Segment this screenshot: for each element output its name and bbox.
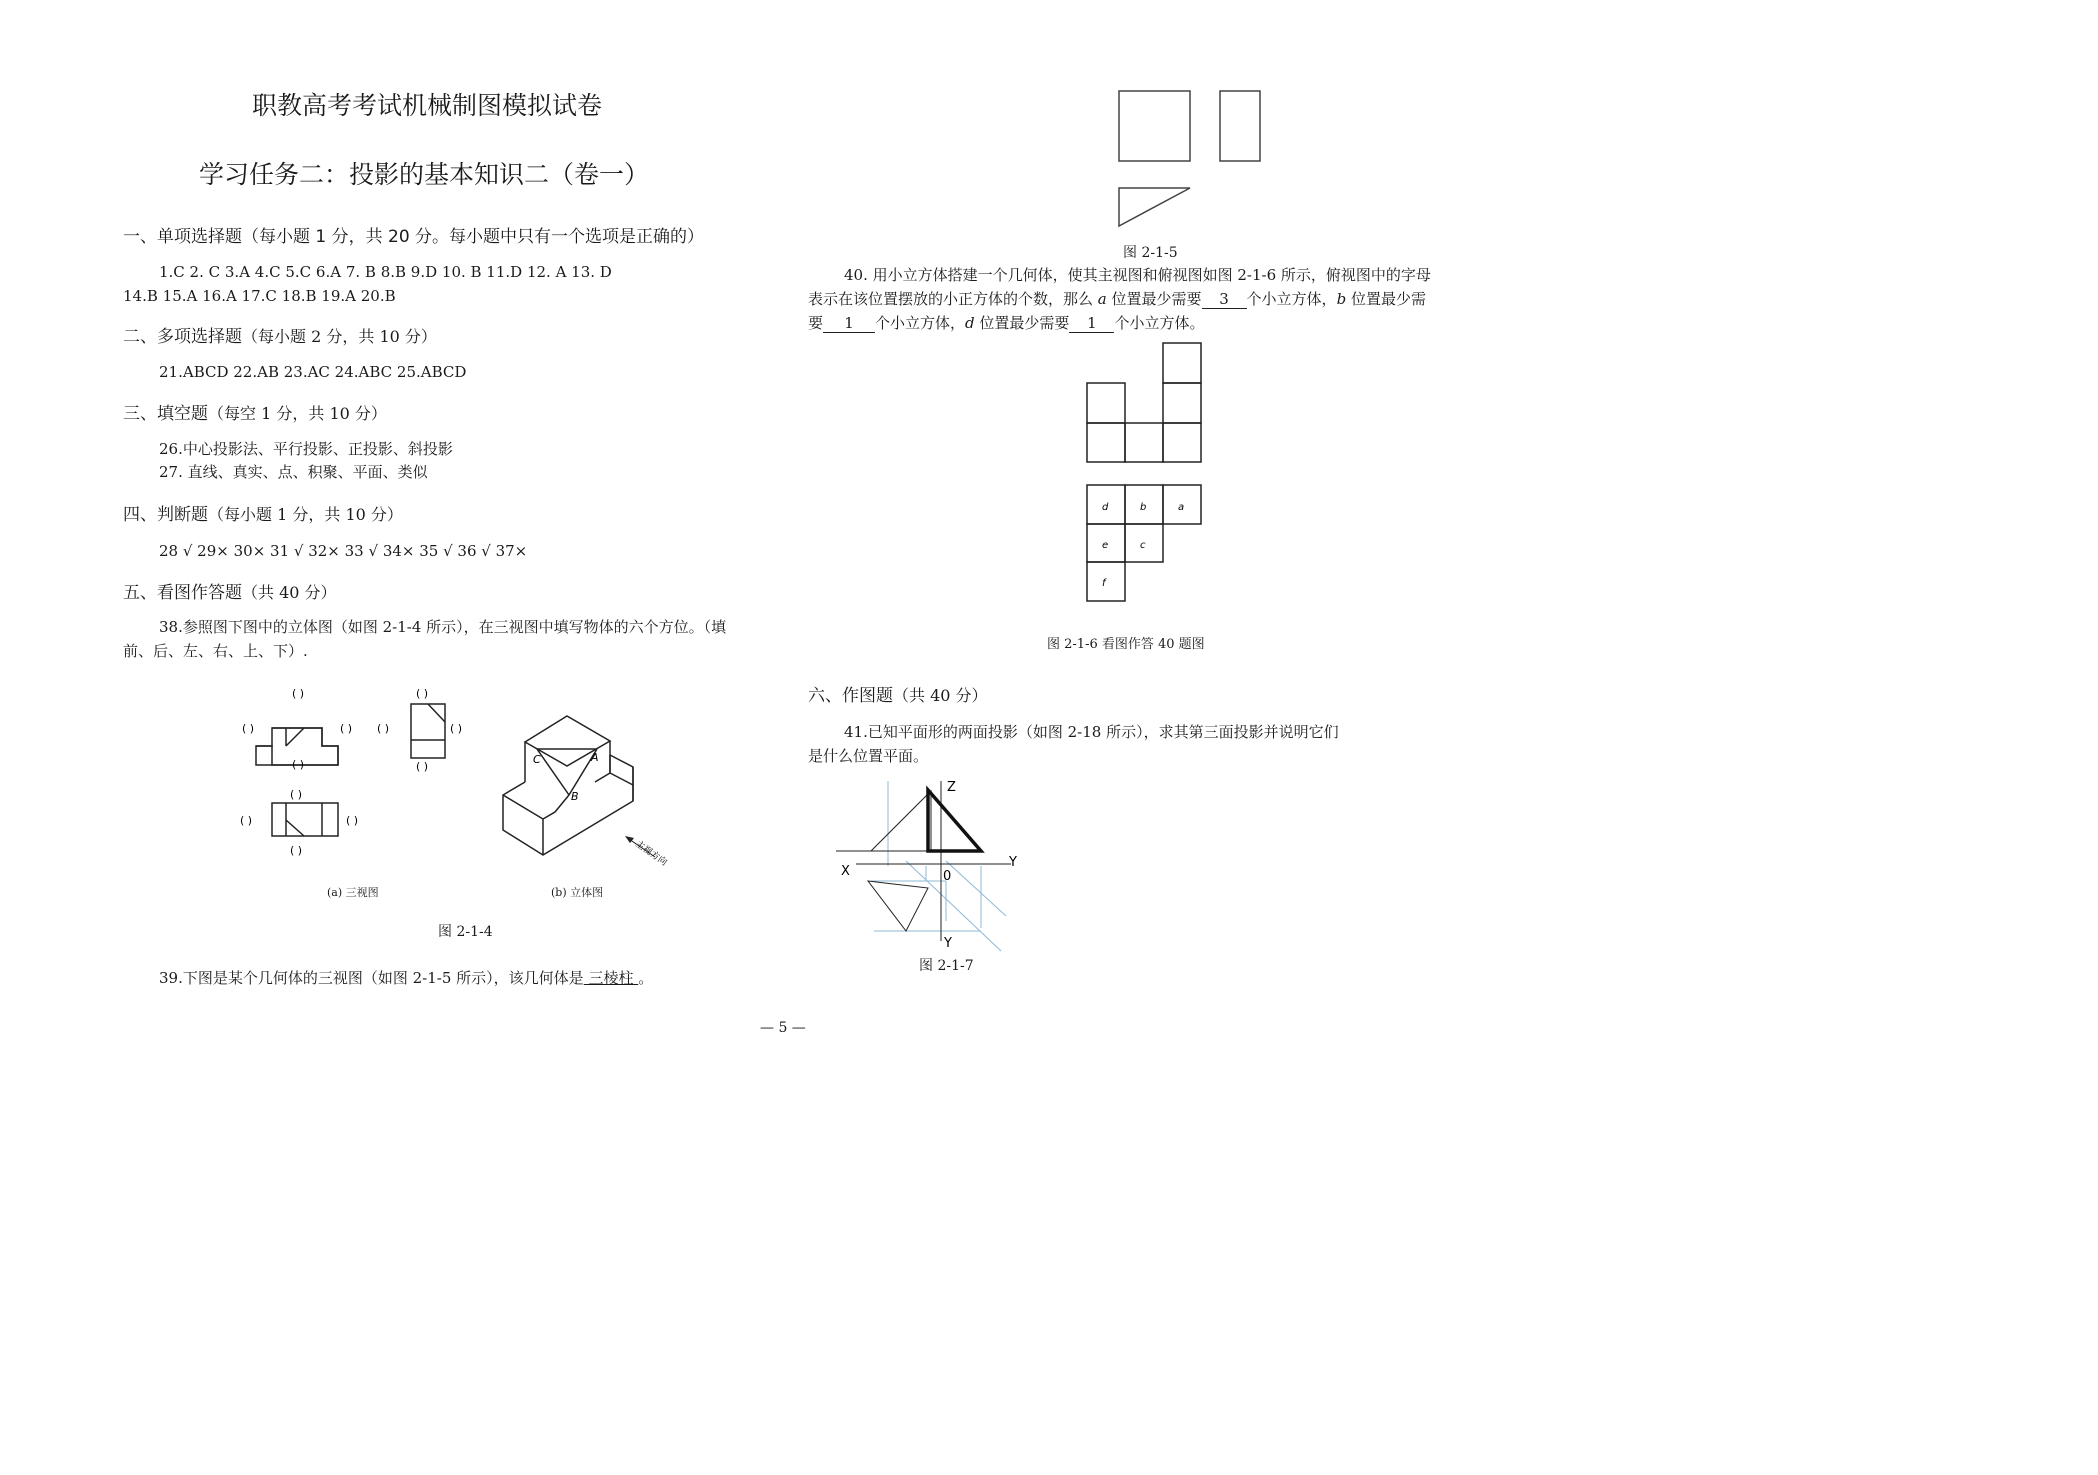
q38-text-line2: 前、后、左、右、上、下）. — [123, 642, 308, 660]
fig216-caption: 图 2-1-6 看图作答 40 题图 — [1047, 637, 1205, 652]
section-3-answers-line2: 27. 直线、真实、点、积聚、平面、类似 — [159, 463, 428, 481]
fig214-label-a: (a) 三视图 — [327, 886, 379, 899]
fig215-front-view — [1119, 91, 1190, 161]
fig215-top-view — [1119, 188, 1190, 226]
fig217-projection-drawing — [836, 776, 1036, 951]
section-5-heading: 五、看图作答题（共 40 分） — [123, 583, 337, 603]
isometric-solid-figure — [495, 705, 685, 875]
cell-b: b — [1140, 502, 1147, 513]
q41-text-line1: 41.已知平面形的两面投影（如图 2-18 所示），求其第三面投影并说明它们 — [844, 723, 1339, 741]
cell-e: e — [1102, 540, 1109, 551]
q40-answer-b: 1 — [823, 314, 875, 333]
point-b-label: B — [571, 790, 579, 803]
q40-text-line3: 要 1 个小立方体，d 位置最少需要 1 个小立方体。 — [808, 314, 1205, 332]
section-1-heading: 一、单项选择题（每小题 1 分，共 20 分。每小题中只有一个选项是正确的） — [123, 227, 705, 247]
paren-front-left: ( ) — [242, 722, 255, 735]
point-a-label: A — [591, 751, 599, 764]
fig214-caption: 图 2-1-4 — [438, 924, 493, 940]
fig215-three-views — [1110, 85, 1270, 235]
q41-text-line2: 是什么位置平面。 — [808, 747, 929, 765]
section-3-heading: 三、填空题（每空 1 分，共 10 分） — [123, 404, 387, 424]
page-subtitle: 学习任务二：投影的基本知识二（卷一） — [199, 160, 650, 189]
section-4-answers: 28 √ 29× 30× 31 √ 32× 33 √ 34× 35 √ 36 √ 37× — [159, 542, 528, 560]
fig215-side-view — [1220, 91, 1260, 161]
paren-front-right: ( ) — [340, 722, 353, 735]
paren-side-bottom: ( ) — [416, 760, 429, 773]
section-1-answers-line2: 14.B 15.A 16.A 17.C 18.B 19.A 20.B — [123, 287, 396, 305]
point-c-label: C — [533, 753, 541, 766]
paren-front-bottom: ( ) — [292, 758, 305, 771]
paren-front-top: ( ) — [292, 687, 305, 700]
fig216-views — [1080, 338, 1210, 608]
q39-text: 39.下图是某个几何体的三视图（如图 2-1-5 所示），该几何体是 三棱柱 。 — [159, 969, 654, 987]
fig214-label-b: (b) 立体图 — [551, 886, 604, 899]
cell-f: f — [1102, 578, 1106, 589]
paren-top-top: ( ) — [290, 788, 303, 801]
cell-c: c — [1140, 540, 1146, 551]
q40-answer-a: 3 — [1202, 290, 1247, 309]
top-view-outline — [272, 803, 338, 836]
page-title: 职教高考考试机械制图模拟试卷 — [252, 91, 603, 120]
section-3-answers-line1: 26.中心投影法、平行投影、正投影、斜投影 — [159, 440, 453, 458]
section-2-heading: 二、多项选择题（每小题 2 分，共 10 分） — [123, 327, 437, 347]
section-6-heading: 六、作图题（共 40 分） — [808, 686, 988, 706]
origin-label: 0 — [943, 869, 952, 884]
fig215-caption: 图 2-1-5 — [1123, 245, 1178, 261]
fig217-caption: 图 2-1-7 — [919, 958, 974, 974]
side-view-outline — [411, 704, 445, 758]
cell-d: d — [1102, 502, 1109, 513]
paren-side-left: ( ) — [377, 722, 390, 735]
cell-a: a — [1178, 502, 1185, 513]
q39-answer: 三棱柱 — [583, 969, 639, 987]
axis-y-label: Y — [1009, 855, 1017, 870]
page-number: — 5 — — [760, 1020, 806, 1036]
axis-z-label: Z — [947, 780, 956, 795]
q38-text-line1: 38.参照图下图中的立体图（如图 2-1-4 所示），在三视图中填写物体的六个方位。（填 — [159, 618, 727, 636]
view-direction-label: 主视方向 — [633, 839, 669, 869]
paren-top-left: ( ) — [240, 814, 253, 827]
paren-top-bottom: ( ) — [290, 844, 303, 857]
paren-top-right: ( ) — [346, 814, 359, 827]
axis-x-label: X — [841, 864, 850, 879]
q40-text-line1: 40. 用小立方体搭建一个几何体，使其主视图和俯视图如图 2-1-6 所示，俯视图中的字母 — [844, 266, 1431, 284]
section-1-answers-line1: 1.C 2. C 3.A 4.C 5.C 6.A 7. B 8.B 9.D 10. B 11.D 12. A 13. D — [159, 263, 612, 281]
q40-text-line2: 表示在该位置摆放的小正方体的个数，那么 a 位置最少需要 3 个小立方体，b 位置最少需 — [808, 290, 1426, 308]
three-views-figure — [230, 680, 490, 880]
section-2-answers: 21.ABCD 22.AB 23.AC 24.ABC 25.ABCD — [159, 363, 467, 381]
paren-side-top: ( ) — [416, 687, 429, 700]
section-4-heading: 四、判断题（每小题 1 分，共 10 分） — [123, 505, 403, 525]
q40-answer-d: 1 — [1069, 314, 1114, 333]
paren-side-right: ( ) — [450, 722, 463, 735]
axis-y2-label: Y — [944, 936, 952, 951]
